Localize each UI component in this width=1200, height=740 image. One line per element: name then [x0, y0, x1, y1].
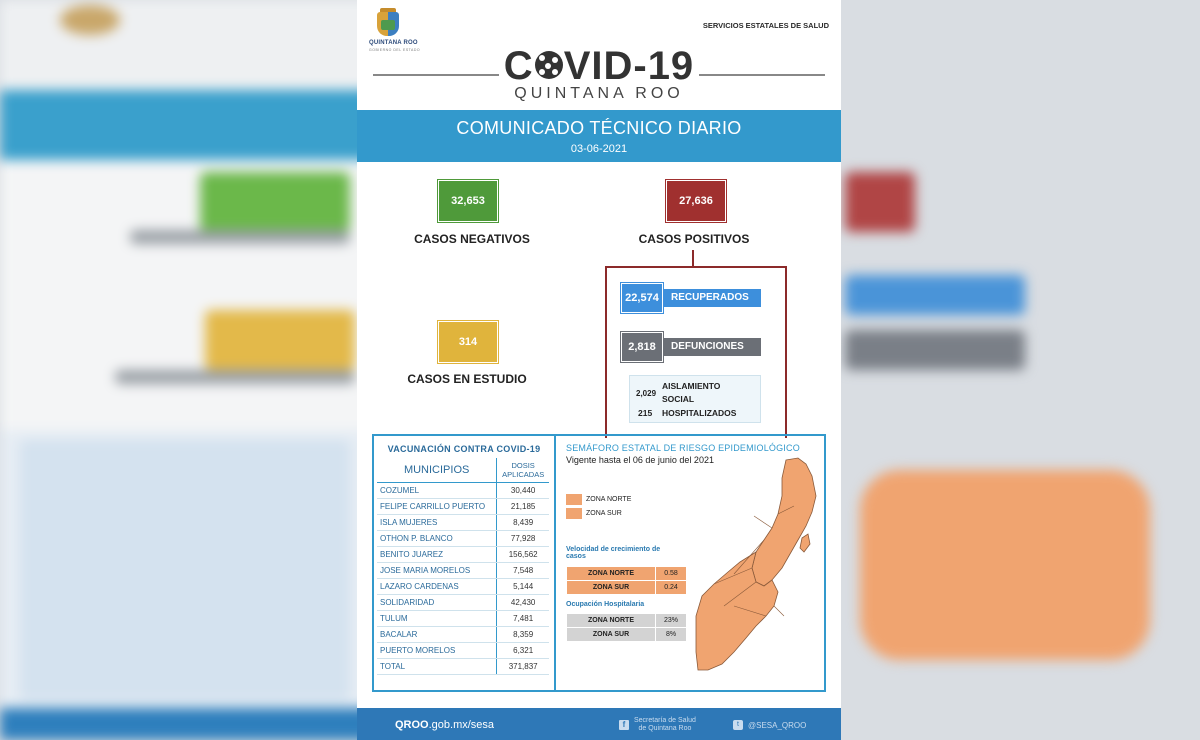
municipio-name: OTHON P. BLANCO	[377, 531, 497, 547]
recovered-label: RECUPERADOS	[663, 289, 761, 307]
vaccination-table-header	[377, 458, 549, 483]
dosis-value: 21,185	[497, 499, 549, 515]
negatives-count-box: 32,653	[438, 180, 498, 222]
bulletin-band	[357, 110, 841, 162]
in-study-label: CASOS EN ESTUDIO	[407, 372, 527, 386]
semaforo-section	[556, 436, 824, 690]
occupancy-title: Ocupación Hospitalaria	[566, 601, 645, 608]
positives-connector	[692, 250, 694, 266]
vaccination-row	[377, 547, 549, 563]
occupancy-table	[566, 613, 687, 642]
municipio-name: SOLIDARIDAD	[377, 595, 497, 611]
state-logo-subtext: GOBIERNO DEL ESTADO	[369, 48, 421, 52]
vaccination-title: VACUNACIÓN CONTRA COVID-19	[387, 444, 541, 454]
recovered-row	[621, 283, 761, 313]
dosis-value: 156,562	[497, 547, 549, 563]
dosis-value: 7,548	[497, 563, 549, 579]
vaccination-row	[377, 515, 549, 531]
quintana-roo-map	[694, 456, 822, 676]
vaccination-row	[377, 595, 549, 611]
isolation-label-1: AISLAMIENTO	[662, 381, 721, 391]
recovered-count: 22,574	[621, 283, 663, 313]
twitter-link[interactable]: t @SESA_QROO	[733, 720, 806, 730]
isolation-label-2: SOCIAL	[662, 394, 695, 404]
municipio-name: LAZARO CARDENAS	[377, 579, 497, 595]
semaforo-validity: Vigente hasta el 06 de junio del 2021	[566, 455, 714, 465]
positives-label: CASOS POSITIVOS	[638, 232, 750, 246]
vaccination-section	[374, 436, 556, 690]
twitter-icon: t	[733, 720, 743, 730]
velocity-row: ZONA SUR 0.24	[567, 581, 687, 595]
vaccination-row	[377, 611, 549, 627]
vaccination-table	[377, 458, 549, 675]
municipio-name: PUERTO MORELOS	[377, 643, 497, 659]
state-subtitle: QUINTANA ROO	[514, 85, 684, 102]
legend-swatch	[566, 494, 582, 505]
vaccination-row	[377, 483, 549, 499]
vaccination-row	[377, 659, 549, 675]
legend-swatch	[566, 508, 582, 519]
dosis-value: 5,144	[497, 579, 549, 595]
footer-website-link[interactable]: QROO.gob.mx/sesa	[395, 719, 495, 731]
organization-name: SERVICIOS ESTATALES DE SALUD	[702, 21, 829, 30]
bulletin-title: COMUNICADO TÉCNICO DIARIO	[456, 118, 742, 138]
municipio-name: BACALAR	[377, 627, 497, 643]
municipio-name: BENITO JUAREZ	[377, 547, 497, 563]
dosis-value: 371,837	[497, 659, 549, 675]
covid-title: C VID-19	[503, 44, 695, 88]
municipio-name: TOTAL	[377, 659, 497, 675]
bulletin-date: 03-06-2021	[570, 143, 628, 155]
deaths-row	[621, 332, 761, 362]
dosis-value: 30,440	[497, 483, 549, 499]
facebook-icon: f	[619, 720, 629, 730]
poster-header	[357, 0, 841, 110]
municipio-name: ISLA MUJERES	[377, 515, 497, 531]
zona-norte-region	[752, 458, 816, 586]
deaths-label: DEFUNCIONES	[663, 338, 761, 356]
cozumel-island	[800, 534, 810, 552]
facebook-link[interactable]: f Secretaría de Salud de Quintana Roo	[619, 717, 696, 733]
municipio-name: TULUM	[377, 611, 497, 627]
vaccination-semaforo-panel	[372, 434, 826, 692]
isolation-hospital-box	[629, 375, 761, 423]
in-study-count-box: 314	[438, 321, 498, 363]
legend-zona-sur: ZONA SUR	[566, 508, 622, 519]
dosis-value: 8,359	[497, 627, 549, 643]
vaccination-row	[377, 499, 549, 515]
dosis-value: 42,430	[497, 595, 549, 611]
legend-zona-norte: ZONA NORTE	[566, 494, 631, 505]
virus-icon	[535, 51, 563, 79]
col-municipios: MUNICIPIOS	[377, 458, 497, 483]
deaths-count: 2,818	[621, 332, 663, 362]
isolation-count: 2,029	[636, 389, 657, 398]
occupancy-row: ZONA SUR 8%	[567, 628, 687, 642]
municipio-name: COZUMEL	[377, 483, 497, 499]
vaccination-row	[377, 579, 549, 595]
dosis-value: 7,481	[497, 611, 549, 627]
col-dosis: DOSIS APLICADAS	[497, 458, 549, 483]
dosis-value: 8,439	[497, 515, 549, 531]
negatives-label: CASOS NEGATIVOS	[414, 232, 530, 246]
covid-bulletin-poster	[357, 0, 841, 740]
velocity-row: ZONA NORTE 0.58	[567, 567, 687, 581]
hospitalized-label: HOSPITALIZADOS	[662, 408, 737, 418]
semaforo-title: SEMÁFORO ESTATAL DE RIESGO EPIDEMIOLÓGICO	[566, 443, 800, 453]
velocity-title: Velocidad de crecimiento de casos	[566, 546, 661, 560]
occupancy-row: ZONA NORTE 23%	[567, 614, 687, 628]
municipio-name: JOSE MARIA MORELOS	[377, 563, 497, 579]
positives-count-box: 27,636	[666, 180, 726, 222]
dosis-value: 77,928	[497, 531, 549, 547]
velocity-table	[566, 566, 687, 595]
hospitalized-count: 215	[638, 408, 653, 418]
vaccination-row	[377, 563, 549, 579]
state-logo-text: QUINTANA ROO	[369, 40, 418, 46]
vaccination-row	[377, 531, 549, 547]
vaccination-row	[377, 627, 549, 643]
dosis-value: 6,321	[497, 643, 549, 659]
vaccination-row	[377, 643, 549, 659]
poster-footer	[357, 708, 841, 740]
municipio-name: FELIPE CARRILLO PUERTO	[377, 499, 497, 515]
